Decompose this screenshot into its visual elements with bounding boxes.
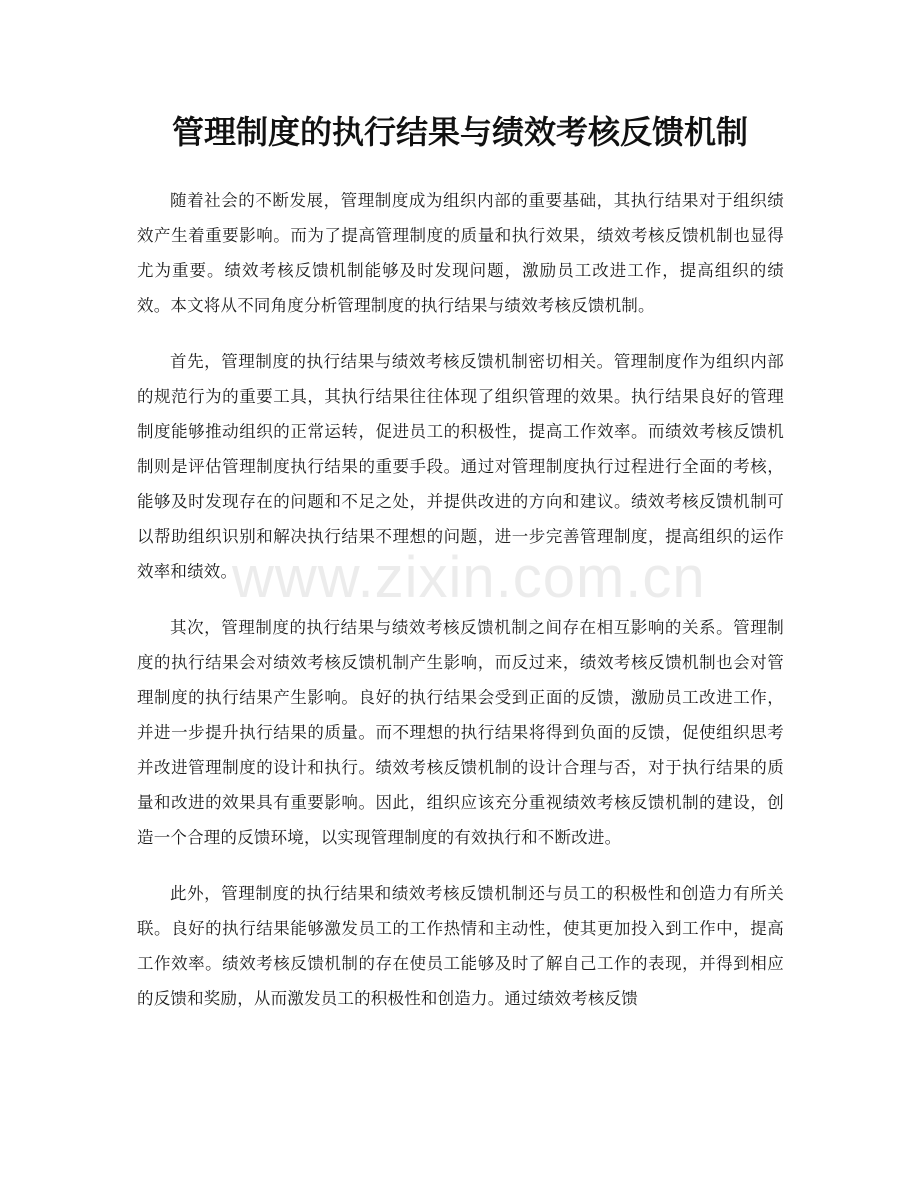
paragraph-3: 其次，管理制度的执行结果与绩效考核反馈机制之间存在相互影响的关系。管理制度的执行结果会对绩效考核反馈机制产生影响，而反过来，绩效考核反馈机制也会对管理制度的执行结果产生影响。良好的执行结果会受到正面的反馈，激励员工改进工作，并进一步提升执行结果的质量。而不理想的执行结果将得到负面的反馈，促使组织思考并改进管理制度的设计和执行。绩效考核反馈机制的设计合理与否，对于执行结果的质量和改进的效果具有重要影响。因此，组织应该充分重视绩效考核反馈机制的建设，创造一个合理的反馈环境，以实现管理制度的有效执行和不断改进。 xyxy=(137,618,784,847)
paragraph-2: 首先，管理制度的执行结果与绩效考核反馈机制密切相关。管理制度作为组织内部的规范行为的重要工具，其执行结果往往体现了组织管理的效果。执行结果良好的管理制度能够推动组织的正常运转，促进员工的积极性，提高工作效率。而绩效考核反馈机制则是评估管理制度执行结果的重要手段。通过对管理制度执行过程进行全面的考核，能够及时发现存在的问题和不足之处，并提供改进的方向和建议。绩效考核反馈机制可以帮助组织识别和解决执行结果不理想的问题，进一步完善管理制度，提高组织的运作效率和绩效。 xyxy=(137,352,784,581)
paragraph-4: 此外，管理制度的执行结果和绩效考核反馈机制还与员工的积极性和创造力有所关联。良好的执行结果能够激发员工的工作热情和主动性，使其更加投入到工作中，提高工作效率。绩效考核反馈机制的存在使员工能够及时了解自己工作的表现，并得到相应的反馈和奖励，从而激发员工的积极性和创造力。通过绩效考核反馈 xyxy=(137,884,784,1008)
document-body xyxy=(137,183,784,1037)
watermark: www.zixin.com.cn xyxy=(232,545,706,610)
document-title: 管理制度的执行结果与绩效考核反馈机制 xyxy=(171,113,748,151)
paragraph-1: 随着社会的不断发展，管理制度成为组织内部的重要基础，其执行结果对于组织绩效产生着重要影响。而为了提高管理制度的质量和执行效果，绩效考核反馈机制也显得尤为重要。绩效考核反馈机制能够及时发现问题，激励员工改进工作，提高组织的绩效。本文将从不同角度分析管理制度的执行结果与绩效考核反馈机制。 xyxy=(137,191,784,315)
